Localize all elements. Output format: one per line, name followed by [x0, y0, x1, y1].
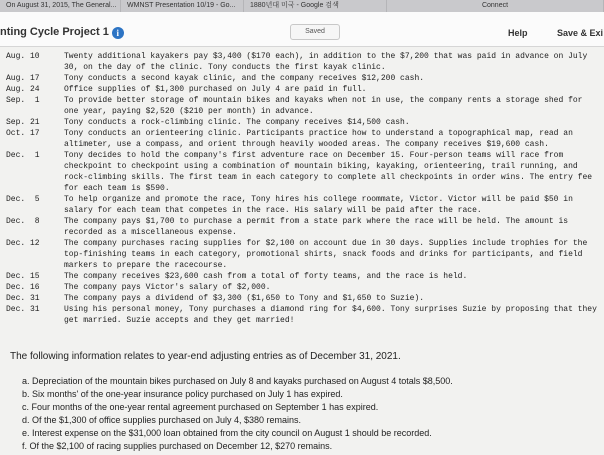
- info-statement: The following information relates to year-end adjusting entries as of December 31, 2021.: [10, 351, 401, 362]
- transaction-entry: [6, 282, 600, 293]
- adjustment-item: b. Six months' of the one-year insurance policy purchased on July 1 has expired.: [22, 389, 343, 399]
- app-header: [0, 12, 604, 47]
- adjustment-list: [22, 375, 453, 453]
- transaction-date: Dec. 5: [6, 195, 40, 204]
- transaction-entry: [6, 304, 600, 326]
- transaction-date: Aug. 10: [6, 52, 40, 61]
- transaction-date: Sep. 21: [6, 118, 40, 127]
- transaction-date: Dec. 31: [6, 294, 40, 303]
- transaction-date: Oct. 17: [6, 129, 40, 138]
- adjustment-item: c. Four months of the one-year rental agreement purchased on September 1 has expired.: [22, 402, 379, 412]
- browser-tab-google-search[interactable]: 1880년대 미국 - Google 검색: [244, 0, 387, 12]
- problem-content: [0, 47, 604, 455]
- transaction-text: Office supplies of $1,300 purchased on July 4 are paid in full.: [64, 85, 367, 94]
- transaction-date: Aug. 17: [6, 74, 40, 83]
- transaction-entry: [6, 51, 600, 73]
- adjustment-item: a. Depreciation of the mountain bikes purchased on July 8 and kayaks purchased on August 4 totals $8,500.: [22, 376, 453, 386]
- transaction-entry: [6, 238, 600, 271]
- transaction-text: The company receives $23,600 cash from a total of forty teams, and the race is held.: [64, 272, 468, 281]
- save-exit-button[interactable]: Save & Exi: [557, 28, 604, 38]
- project-title-text: nting Cycle Project 1: [0, 26, 109, 38]
- help-button[interactable]: Help: [508, 28, 528, 38]
- transaction-text: To help organize and promote the race, Tony hires his college roommate, Victor. Victor will be paid $50 in salary for each team that competes in the race. His salary will be paid after the race.: [64, 195, 573, 215]
- transaction-entry: [6, 194, 600, 216]
- info-icon[interactable]: i: [112, 27, 124, 39]
- transaction-entry: [6, 216, 600, 238]
- transaction-entry: [6, 293, 600, 304]
- transaction-text: The company pays Victor's salary of $2,000.: [64, 283, 271, 292]
- transaction-text: Using his personal money, Tony purchases a diamond ring for $4,600. Tony surprises Suzie by proposing that they get married. Suzie accepts and they get married!: [64, 305, 597, 325]
- transaction-text: Tony conducts a rock-climbing clinic. The company receives $14,500 cash.: [64, 118, 410, 127]
- transaction-entry: [6, 95, 600, 117]
- adjustment-item: f. Of the $2,100 of racing supplies purchased on December 12, $270 remains.: [22, 441, 333, 451]
- transaction-date: Dec. 31: [6, 305, 40, 314]
- transaction-date: Aug. 24: [6, 85, 40, 94]
- transaction-entry: [6, 150, 600, 194]
- transaction-text: The company pays $1,700 to purchase a permit from a state park where the race will be held. The amount is recorded as a miscellaneous expense.: [64, 217, 569, 237]
- transaction-entry: [6, 128, 600, 150]
- transaction-date: Dec. 8: [6, 217, 40, 226]
- transaction-text: Tony conducts a second kayak clinic, and the company receives $12,200 cash.: [64, 74, 425, 83]
- transaction-entry: [6, 117, 600, 128]
- transaction-entry: [6, 73, 600, 84]
- transaction-text: Twenty additional kayakers pay $3,400 ($170 each), in addition to the $7,200 that was paid in advance on July 30, on the day of the clinic. Tony conducts the first kayak clinic.: [64, 52, 588, 72]
- transaction-date: Dec. 15: [6, 272, 40, 281]
- transaction-date: Dec. 16: [6, 283, 40, 292]
- transaction-text: The company purchases racing supplies for $2,100 on account due in 30 days. Supplies include trophies for the top-finishing teams in each category, promotional shirts, snack foods and drinks for participants, and field markers to prepare the racecourse.: [64, 239, 588, 270]
- adjustment-item: d. Of the $1,300 of office supplies purchased on July 4, $380 remains.: [22, 415, 302, 425]
- browser-tab-connect[interactable]: Connect: [387, 0, 604, 12]
- transaction-text: Tony conducts an orienteering clinic. Participants practice how to understand a topographical map, read an altimeter, use a compass, and orient through heavily wooded areas. The company receives $19,600 cash.: [64, 129, 573, 149]
- transaction-entry: [6, 271, 600, 282]
- transaction-list: [6, 51, 600, 326]
- transaction-text: Tony decides to hold the company's first adventure race on December 15. Four-person teams will race from checkpoint to checkpoint using a combination of mountain biking, kayaking, orienteering, trail running, and rock-climbing skills. The first team in each category to complete all checkpoints in order wins. The entry fee for each team is $590.: [64, 151, 593, 193]
- transaction-text: The company pays a dividend of $3,300 ($1,650 to Tony and $1,650 to Suzie).: [64, 294, 425, 303]
- transaction-date: Sep. 1: [6, 96, 40, 105]
- transaction-entry: [6, 84, 600, 95]
- transaction-date: Dec. 1: [6, 151, 40, 160]
- project-title: [0, 26, 124, 39]
- browser-tab-general[interactable]: On August 31, 2015, The General...: [0, 0, 121, 12]
- transaction-date: Dec. 12: [6, 239, 40, 248]
- transaction-text: To provide better storage of mountain bikes and kayaks when not in use, the company rents a storage shed for one year, paying $2,520 ($210 per month) in advance.: [64, 96, 583, 116]
- browser-tab-presentation[interactable]: WMNST Presentation 10/19 - Go...: [121, 0, 244, 12]
- adjustment-item: e. Interest expense on the $31,000 loan obtained from the city council on August 1 should be recorded.: [22, 428, 432, 438]
- saved-status-badge: Saved: [290, 24, 340, 40]
